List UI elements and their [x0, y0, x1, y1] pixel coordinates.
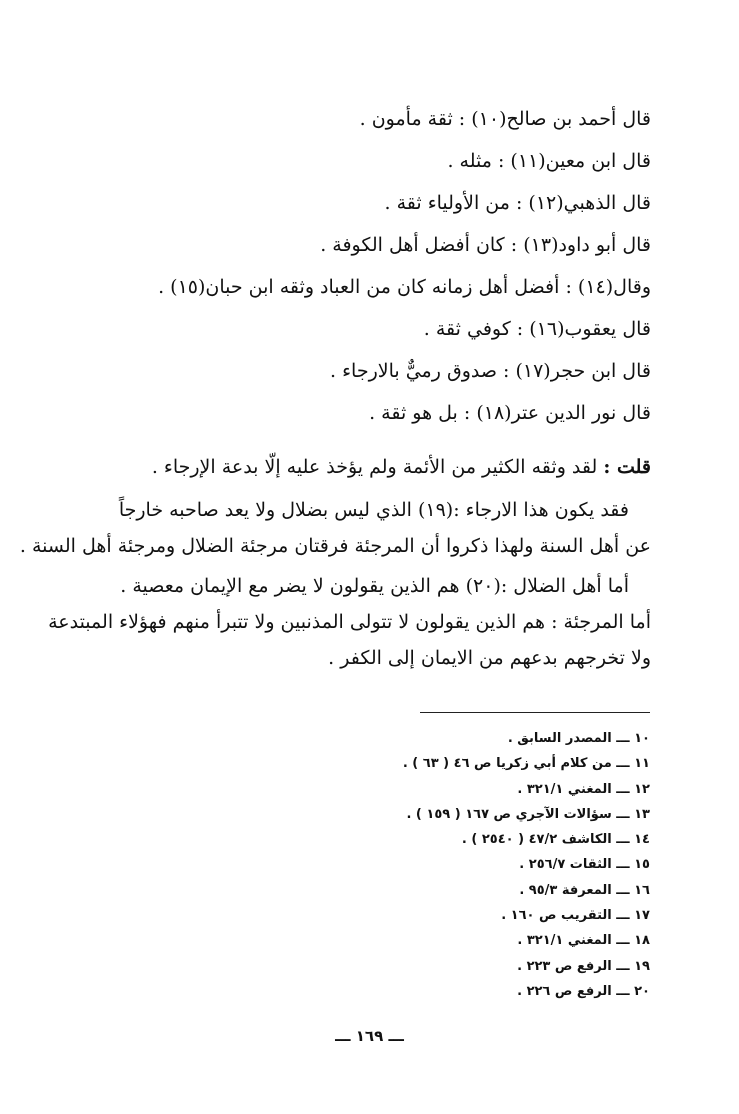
- footnote: ٢٠ ـــ الرفع ص ٢٢٦ .: [517, 983, 650, 999]
- footnote-separator: [420, 712, 650, 713]
- paragraph-line: أما أهل الضلال :(٢٠) هم الذين يقولون لا يضر مع الإيمان معصية .: [120, 575, 629, 597]
- footnote: ١٨ ـــ المغني ٣٢١/١ .: [517, 933, 650, 949]
- footnote: ١٩ ـــ الرفع ص ٢٢٣ .: [517, 958, 650, 974]
- quote-line: قال ابن معين(١١) : مثله .: [447, 150, 651, 172]
- quote-line: وقال(١٤) : أفضل أهل زمانه كان من العباد وثقه ابن حبان(١٥) .: [158, 276, 651, 298]
- footnotes: [230, 726, 650, 1004]
- footnote: ١٤ ـــ الكاشف ٤٧/٢ ( ٢٥٤٠ ) .: [461, 832, 650, 848]
- main-text: [19, 98, 651, 676]
- quote-line: قال الذهبي(١٢) : من الأولياء ثقة .: [384, 192, 651, 214]
- paragraph-line: ولا تخرجهم بدعهم من الايمان إلى الكفر .: [328, 647, 651, 669]
- page-number: ـــ ١٦٩ ـــ: [335, 1027, 404, 1045]
- footnote: ١٣ ـــ سؤالات الآجري ص ١٦٧ ( ١٥٩ ) .: [406, 806, 650, 822]
- conclusion-lead: قلت :: [603, 456, 651, 478]
- footnote: ١١ ـــ من كلام أبي زكريا ص ٤٦ ( ٦٣ ) .: [402, 756, 650, 772]
- footnote: ١٦ ـــ المعرفة ٩٥/٣ .: [519, 882, 650, 898]
- paragraph-line: عن أهل السنة ولهذا ذكروا أن المرجئة فرقتان مرجئة الضلال ومرجئة أهل السنة .: [19, 535, 651, 557]
- footnote: ١٧ ـــ التقريب ص ١٦٠ .: [501, 908, 650, 924]
- quote-line: قال أحمد بن صالح(١٠) : ثقة مأمون .: [359, 108, 651, 130]
- paragraph-murjia-definitions: [48, 568, 651, 676]
- paragraph-murjia-types: [19, 492, 651, 564]
- quote-line: قال نور الدين عتر(١٨) : بل هو ثقة .: [369, 402, 651, 424]
- conclusion-text: لقد وثقه الكثير من الأئمة ولم يؤخذ عليه إلّا بدعة الإرجاء .: [151, 456, 604, 478]
- quote-line: قال ابن حجر(١٧) : صدوق رميٌّ بالارجاء .: [330, 360, 651, 382]
- footnote: ١٠ ـــ المصدر السابق .: [507, 731, 650, 746]
- quote-line: قال أبو داود(١٣) : كان أفضل أهل الكوفة .: [320, 234, 651, 256]
- footnote: ١٥ ـــ الثقات ٢٥٦/٧ .: [519, 857, 650, 873]
- quote-line: قال يعقوب(١٦) : كوفي ثقة .: [423, 318, 651, 340]
- footnote: ١٢ ـــ المغني ٣٢١/١ .: [517, 781, 650, 797]
- paragraph-line: فقد يكون هذا الارجاء :(١٩) الذي ليس بضلال ولا يعد صاحبه خارجاً: [118, 499, 629, 521]
- paragraph-line: أما المرجئة : هم الذين يقولون لا تتولى المذنبين ولا تتبرأ منهم فهؤلاء المبتدعة: [48, 611, 651, 633]
- conclusion-line: [86, 446, 651, 488]
